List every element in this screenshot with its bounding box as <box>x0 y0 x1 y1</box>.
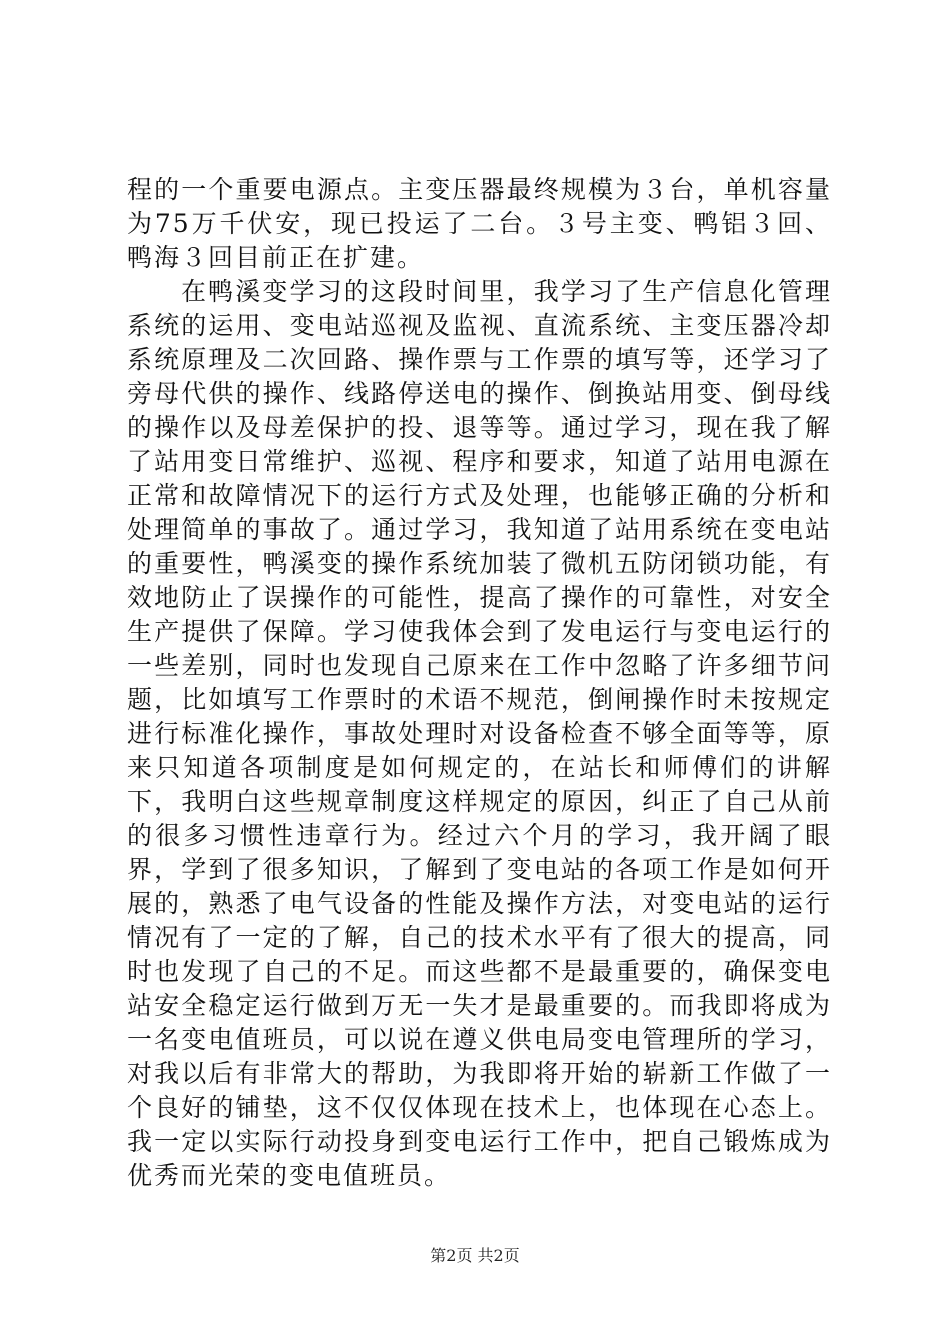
page-number-footer: 第2页 共2页 <box>430 1246 520 1265</box>
paragraph-study-summary: 在鸭溪变学习的这段时间里，我学习了生产信息化管理系统的运用、变电站巡视及监视、直流系统、主变压器冷却系统原理及二次回路、操作票与工作票的填写等，还学习了旁母代供的操作、线路停送电的操作、倒换站用变、倒母线的操作以及母差保护的投、退等等。通过学习，现在我了解了站用变日常维护、巡视、程序和要求，知道了站用电源在正常和故障情况下的运行方式及处理，也能够正确的分析和处理简单的事故了。通过学习，我知道了站用系统在变电站的重要性，鸭溪变的操作系统加装了微机五防闭锁功能，有效地防止了误操作的可能性，提高了操作的可靠性，对安全生产提供了保障。学习使我体会到了发电运行与变电运行的一些差别，同时也发现自己原来在工作中忽略了许多细节问题，比如填写工作票时的术语不规范，倒闸操作时未按规定进行标准化操作，事故处理时对设备检查不够全面等等，原来只知道各项制度是如何规定的，在站长和师傅们的讲解下，我明白这些规章制度这样规定的原因，纠正了自己从前的很多习惯性违章行为。经过六个月的学习，我开阔了眼界，学到了很多知识，了解到了变电站的各项工作是如何开展的，熟悉了电气设备的性能及操作方法，对变电站的运行情况有了一定的了解，自己的技术水平有了很大的提高，同时也发现了自己的不足。而这些都不是最重要的，确保变电站安全稳定运行做到万无一失才是最重要的。而我即将成为一名变电值班员，可以说在遵义供电局变电管理所的学习，对我以后有非常大的帮助，为我即将开始的崭新工作做了一个良好的铺垫，这不仅仅体现在技术上，也体现在心态上。我一定以实际行动投身到变电运行工作中，把自己锻炼成为优秀而光荣的变电值班员。 <box>127 277 832 1190</box>
document-body <box>127 173 832 1193</box>
paragraph-continuation: 程的一个重要电源点。主变压器最终规模为３台，单机容量为75万千伏安，现已投运了二台。３号主变、鸭铝３回、鸭海３回目前正在扩建。 <box>127 175 832 272</box>
